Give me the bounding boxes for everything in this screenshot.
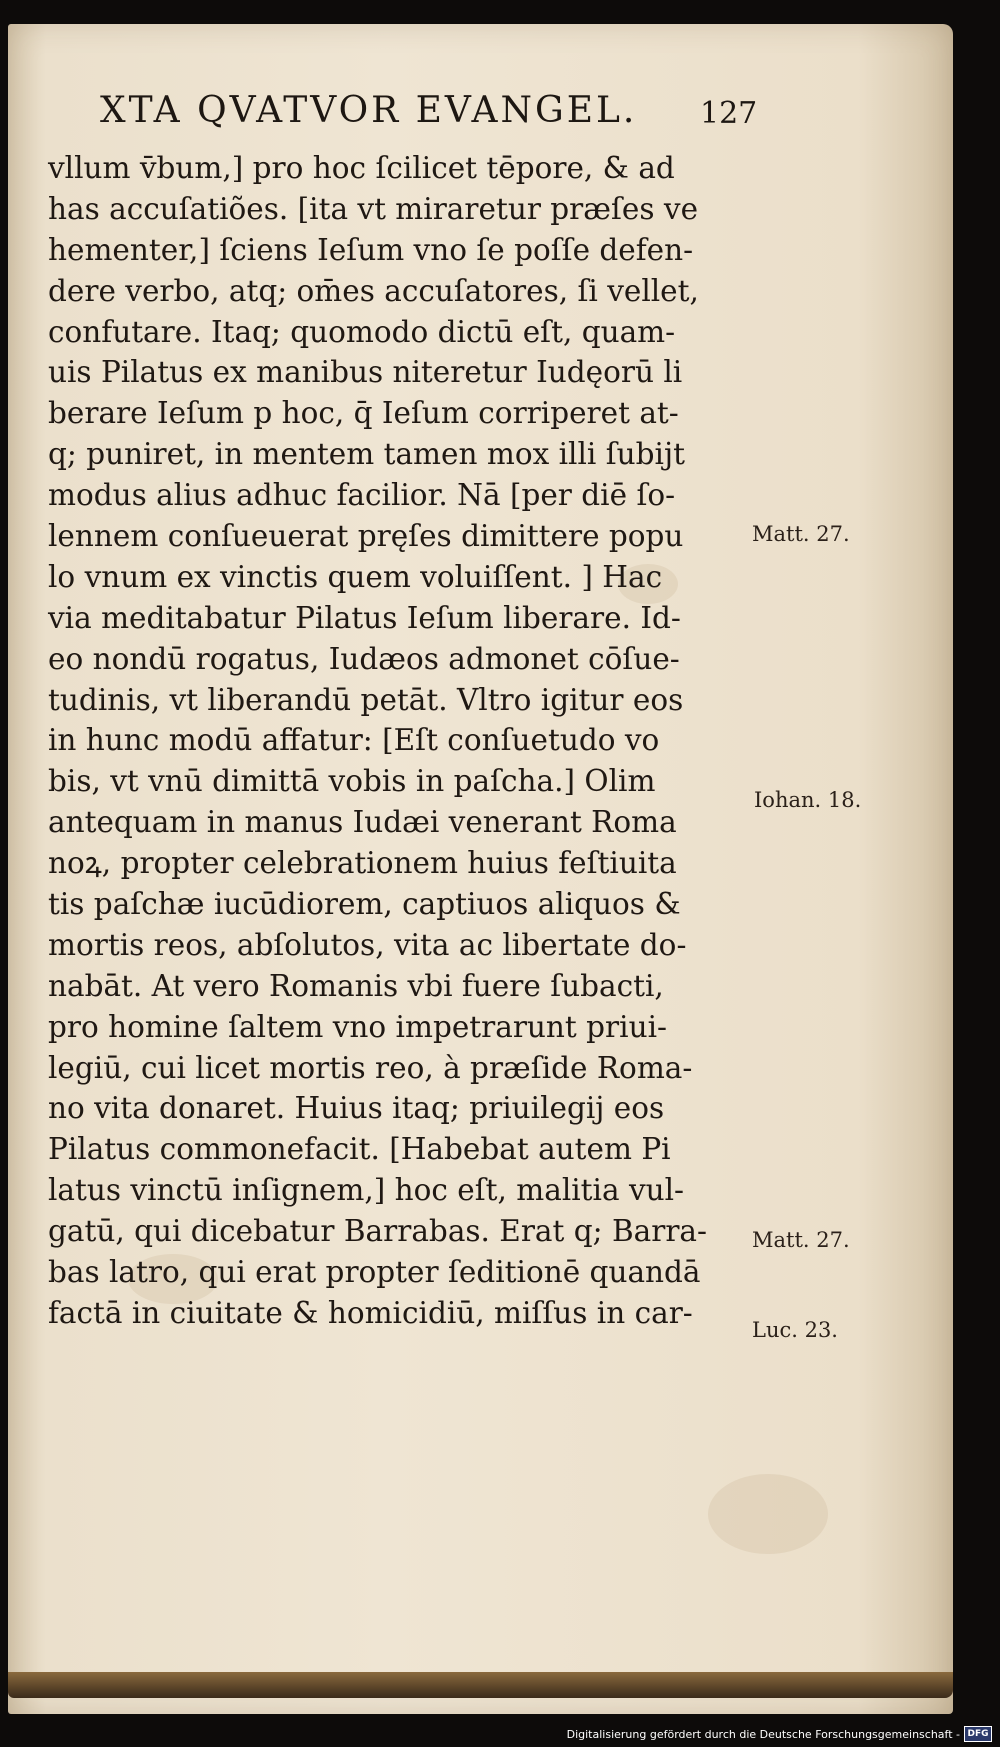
page-bottom-edge (8, 1672, 953, 1698)
text-line: via meditabatur Pilatus Ieſum liberare. Id- (48, 600, 681, 635)
text-line: legiū, cui licet mortis reo, à præſide Roma- (48, 1050, 693, 1085)
text-line: antequam in manus Iudæi venerant Roma (48, 805, 677, 840)
text-line: pro homine ſaltem vno impetrarunt priui- (48, 1009, 667, 1044)
text-line: tis paſchæ iucūdiorem, captiuos aliquos & (48, 887, 681, 922)
text-line: eo nondū rogatus, Iudæos admonet cōſue- (48, 641, 680, 676)
text-line: noꝝ, propter celebrationem huius feſtiuita (48, 846, 677, 881)
text-line: confutare. Itaq; quomodo dictū eſt, quam- (48, 314, 676, 349)
text-line: nabāt. At vero Romanis vbi fuere ſubacti, (48, 968, 664, 1003)
text-line: dere verbo, atq; om̄es accuſatores, ſi vellet, (48, 273, 699, 308)
margin-note-luc-23: Luc. 23. (752, 1318, 838, 1342)
text-line: mortis reos, abſolutos, vita ac libertate do- (48, 927, 687, 962)
margin-note-matt-27-second: Matt. 27. (752, 1228, 850, 1252)
margin-note-iohan-18: Iohan. 18. (754, 788, 862, 812)
paper-stain (708, 1474, 828, 1554)
text-line: modus alius adhuc facilior. Nā [per diē ſo- (48, 478, 676, 513)
text-line: vllum v̄bum,] pro hoc ſcilicet tēpore, & ad (48, 151, 675, 185)
text-line: tudinis, vt liberandū petāt. Vltro igitur eos (48, 682, 684, 717)
text-line: hementer,] ſciens Ieſum vno ſe poſſe defen- (48, 232, 694, 267)
text-line: factā in ciuitate & homicidiū, miſſus in car- (48, 1295, 693, 1330)
text-line: q; puniret, in mentem tamen mox illi ſubijt (48, 437, 685, 472)
text-line: Pilatus commonefacit. [Habebat autem Pi (48, 1132, 671, 1167)
text-line: gatū, qui dicebatur Barrabas. Erat q; Barra- (48, 1214, 707, 1249)
text-line: latus vinctū inſignem,] hoc eſt, malitia vul- (48, 1173, 685, 1208)
dfg-logo: DFG (964, 1726, 992, 1742)
text-line: bas latro, qui erat propter ſeditionē quandā (48, 1255, 701, 1290)
running-head: XTA QVATVOR EVANGEL. (100, 90, 638, 131)
margin-note-matt-27: Matt. 27. (752, 522, 850, 546)
text-line: lo vnum ex vinctis quem voluiſſent. ] Hac (48, 559, 663, 594)
text-line: no vita donaret. Huius itaq; priuilegij eos (48, 1091, 665, 1126)
text-line: has accuſatiões. [ita vt miraretur præſes ve (48, 191, 699, 226)
digitization-credit (567, 1725, 992, 1743)
text-line: uis Pilatus ex manibus niteretur Iudęorū li (48, 355, 683, 390)
body-text (48, 148, 748, 1334)
text-line: bis, vt vnū dimittā vobis in paſcha.] Olim (48, 764, 656, 799)
funding-credit-text: Digitalisierung gefördert durch die Deutsche Forschungsgemeinschaft - (566, 1727, 960, 1741)
page-number: 127 (700, 96, 758, 131)
text-line: lennem conſueuerat pręſes dimittere popu (48, 519, 684, 554)
text-line: berare Ieſum p hoc, q̄ Ieſum corriperet at- (48, 396, 679, 431)
text-line: in hunc modū affatur: [Eſt conſuetudo vo (48, 723, 660, 758)
